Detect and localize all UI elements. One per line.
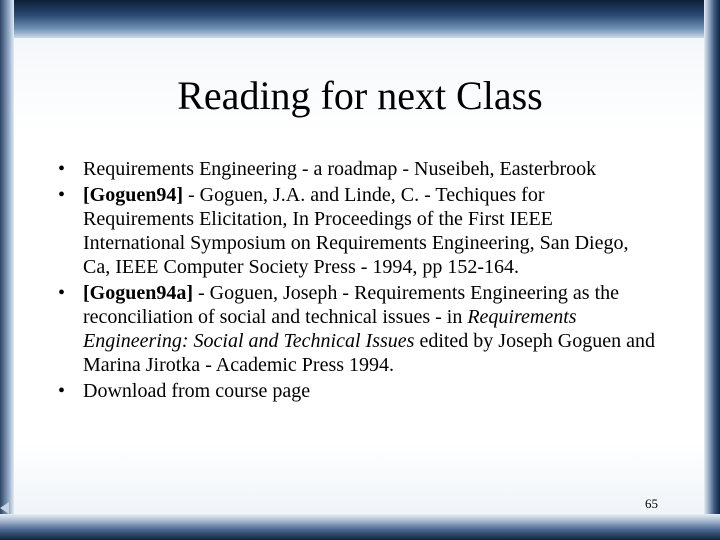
bullet-icon: • — [58, 282, 66, 304]
bullet-icon: • — [58, 158, 66, 180]
book-title: Requirements Engineering: Social and Technical Issues — [83, 306, 577, 352]
reading-list — [58, 157, 658, 405]
list-item — [58, 379, 658, 403]
list-item — [58, 183, 658, 279]
citation-tag: [Goguen94] — [83, 184, 183, 206]
item-text: Requirements Engineering - a roadmap - Nuseibeh, Easterbrook — [83, 158, 597, 180]
slide-frame-bottom — [0, 514, 720, 540]
slide-title: Reading for next Class — [177, 73, 543, 118]
item-text: edited by Joseph Goguen and Marina Jirotka - Academic Press 1994. — [83, 330, 655, 376]
previous-slide-arrow-icon[interactable] — [0, 502, 9, 514]
page-number: 65 — [645, 496, 658, 511]
list-item — [58, 281, 658, 377]
slide-frame-top — [0, 0, 720, 38]
item-text: - Goguen, J.A. and Linde, C. - Techiques for Requirements Elicitation, In Proceedings of the First IEEE International Symposium on Requirements Engineering, San Diego, Ca, IEEE Computer Society Press - 1994, pp 152-164. — [83, 184, 629, 278]
item-text: - Goguen, Joseph - Requirements Engineering as the reconciliation of social and technical issues - in — [83, 282, 620, 328]
citation-tag: [Goguen94a] — [83, 282, 193, 304]
bullet-icon: • — [58, 380, 66, 402]
bullet-icon: • — [58, 184, 66, 206]
item-text: Download from course page — [83, 380, 311, 402]
list-item — [58, 157, 658, 181]
